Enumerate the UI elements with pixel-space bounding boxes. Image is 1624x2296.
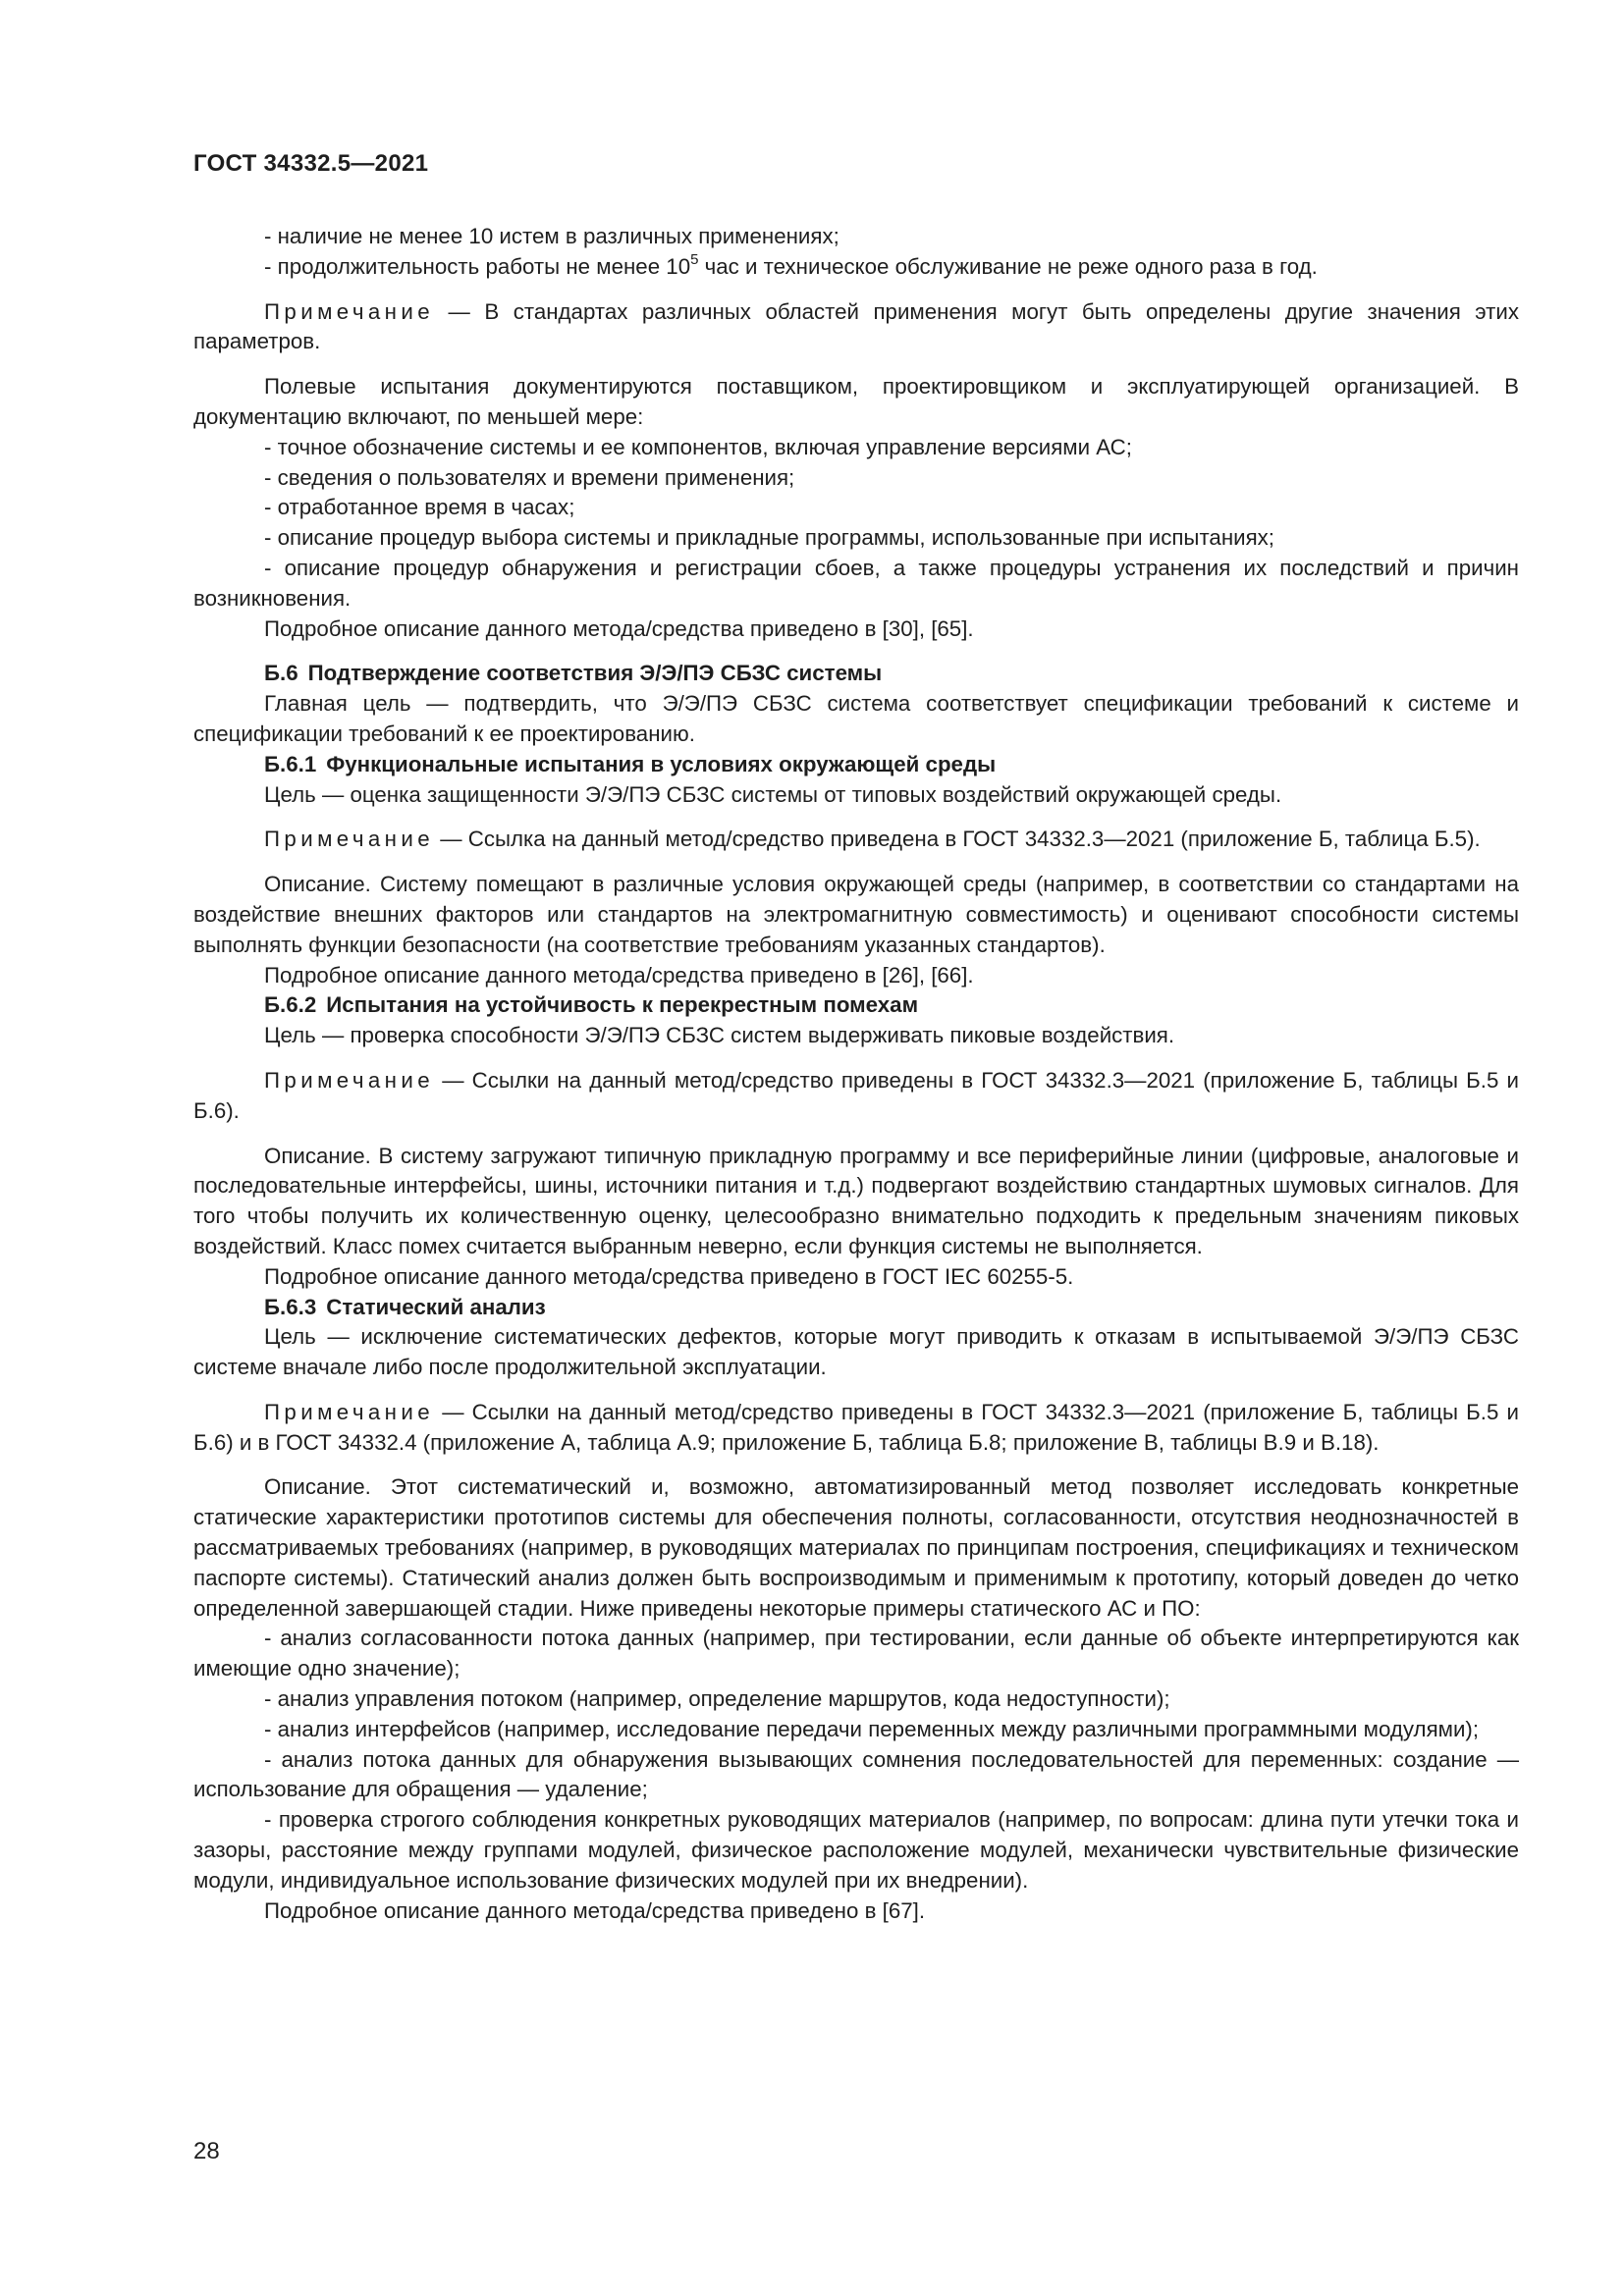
subsection-heading: Б.6.2 Испытания на устойчивость к перекрестным помехам xyxy=(264,992,919,1018)
paragraph: Цель — исключение систематических дефектов, которые могут приводить к отказам в испытываемой Э/Э/ПЭ СБЗС системе вначале либо после продолжительной эксплуатации. xyxy=(193,1324,1519,1380)
list-item: - отработанное время в часах; xyxy=(264,495,575,520)
list-item: - наличие не менее 10 истем в различных применениях; xyxy=(264,224,839,248)
paragraph: Описание. В систему загружают типичную прикладную программу и все периферийные линии (цифровые, аналоговые и последовательные интерфейсы, шины, источники питания и т.д.) подвергают воздействию стандартных шумовых сигналов. Для того чтобы получить их количественную оценку, целесообразно внимательно подходить к предельным значениям пиковых воздействий. Класс помех считается выбранным неверно, если функция системы не выполняется. xyxy=(193,1143,1519,1258)
list-item: - продолжительность работы не менее $10^5$ час и техническое обслуживание не реже одного раза в год. xyxy=(264,250,1318,279)
paragraph: Цель — проверка способности Э/Э/ПЭ СБЗС систем выдерживать пиковые воздействия. xyxy=(264,1023,1175,1048)
paragraph: Описание. Этот систематический и, возможно, автоматизированный метод позволяет исследовать конкретные статические характеристики прототипов системы для обеспечения полноты, согласованности, отсутствия неоднозначностей в рассматриваемых требованиях (например, в руководящих материалах по принципам построения, спецификациях и техническом паспорте системы). Статический анализ должен быть воспроизводимым и применимым к прототипу, который доведен до четко определенной завершающей стадии. Ниже приведены некоторые примеры статического АС и ПО: xyxy=(193,1474,1519,1621)
note: Примечание — В стандартах различных областей применения могут быть определены другие значения этих параметров. xyxy=(193,298,1519,354)
list-item: - анализ интерфейсов (например, исследование передачи переменных между различными программными модулями); xyxy=(264,1716,1480,1741)
list-item: - описание процедур обнаружения и регистрации сбоев, а также процедуры устранения их последствий и причин возникновения. xyxy=(193,555,1519,611)
list-item: - описание процедур выбора системы и прикладные программы, использованные при испытаниях; xyxy=(264,525,1274,551)
note: Примечание — Ссылки на данный метод/средство приведены в ГОСТ 34332.3—2021 (приложение Б, таблицы Б.5 и Б.6). xyxy=(193,1067,1519,1123)
section-heading: Б.6 Подтверждение соответствия Э/Э/ПЭ СБЗС системы xyxy=(264,661,883,686)
page-body xyxy=(193,222,1519,1926)
exponent: 5 xyxy=(690,250,699,268)
paragraph: Главная цель — подтвердить, что Э/Э/ПЭ СБЗС система соответствует спецификации требований к системе и спецификации требований к ее проектированию. xyxy=(193,691,1519,746)
note-label: Примечание xyxy=(264,1399,435,1424)
list-item: - анализ управления потоком (например, определение маршрутов, кода недоступности); xyxy=(264,1686,1170,1712)
reference: Подробное описание данного метода/средства приведено в [26], [66]. xyxy=(264,962,974,988)
reference: Подробное описание данного метода/средства приведено в [67]. xyxy=(264,1897,926,1923)
list-item: - точное обозначение системы и ее компонентов, включая управление версиями АС; xyxy=(264,434,1132,459)
note: Примечание — Ссылка на данный метод/средство приведена в ГОСТ 34332.3—2021 (приложение Б, таблица Б.5). xyxy=(264,827,1481,852)
list-item: - сведения о пользователях и времени применения; xyxy=(264,464,795,490)
paragraph: Полевые испытания документируются поставщиком, проектировщиком и эксплуатирующей организацией. В документацию включают, по меньшей мере: xyxy=(193,374,1519,429)
subsection-heading: Б.6.3 Статический анализ xyxy=(264,1294,546,1319)
paragraph: Цель — оценка защищенности Э/Э/ПЭ СБЗС системы от типовых воздействий окружающей среды. xyxy=(264,781,1282,807)
reference: Подробное описание данного метода/средства приведено в [30], [65]. xyxy=(264,615,974,641)
list-item: - проверка строгого соблюдения конкретных руководящих материалов (например, по вопросам: длина пути утечки тока и зазоры, расстояние между группами модулей, физическое расположение модулей, механически чувствительные физические модули, индивидуальное использование физических модулей при их внедрении). xyxy=(193,1807,1519,1893)
list-item: - анализ потока данных для обнаружения вызывающих сомнения последовательностей для переменных: создание — использование для обращения — удаление; xyxy=(193,1746,1519,1802)
note-label: Примечание xyxy=(264,827,435,852)
page-number: 28 xyxy=(193,2138,220,2164)
note-label: Примечание xyxy=(264,298,435,324)
note-label: Примечание xyxy=(264,1067,435,1093)
reference: Подробное описание данного метода/средства приведено в ГОСТ IEC 60255-5. xyxy=(264,1263,1074,1289)
paragraph: Описание. Систему помещают в различные условия окружающей среды (например, в соответствии со стандартами на воздействие внешних факторов или стандартов на электромагнитную совместимость) и оценивают способности системы выполнять функции безопасности (на соответствие требованиям указанных стандартов). xyxy=(193,872,1519,957)
list-item: - анализ согласованности потока данных (например, при тестировании, если данные об объекте интерпретируются как имеющие одно значение); xyxy=(193,1626,1519,1682)
note: Примечание — Ссылки на данный метод/средство приведены в ГОСТ 34332.3—2021 (приложение Б, таблицы Б.5 и Б.6) и в ГОСТ 34332.4 (приложение А, таблица А.9; приложение Б, таблица Б.8; приложение В, таблицы В.9 и В.18). xyxy=(193,1399,1519,1455)
document-header: ГОСТ 34332.5—2021 xyxy=(193,150,429,177)
subsection-heading: Б.6.1 Функциональные испытания в условиях окружающей среды xyxy=(264,751,997,776)
